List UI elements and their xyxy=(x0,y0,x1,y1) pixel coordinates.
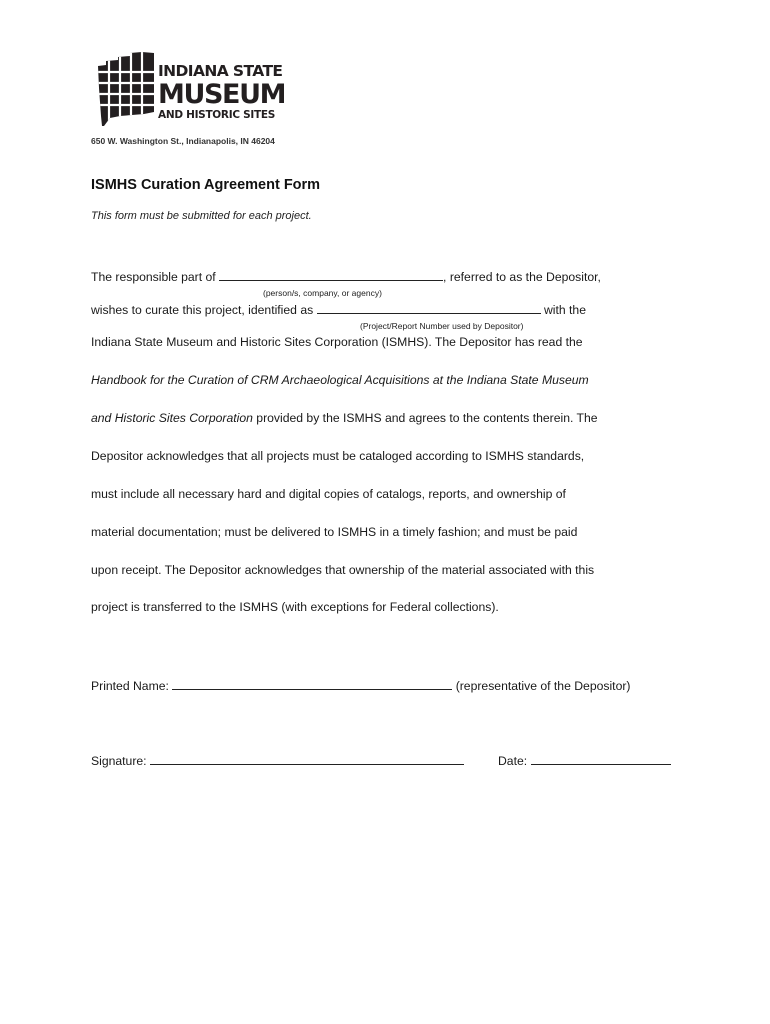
body-line-7: upon receipt. The Depositor acknowledges that ownership of the material associated with this xyxy=(91,563,595,577)
responsible-caption: (person/s, company, or agency) xyxy=(263,288,382,298)
curate-project-line xyxy=(91,301,586,317)
responsible-party-line xyxy=(91,268,601,284)
signature-label: Signature: xyxy=(91,754,147,768)
form-subtitle: This form must be submitted for each project. xyxy=(91,210,312,222)
body-line-6: material documentation; must be delivered to ISMHS in a timely fashion; and must be paid xyxy=(91,525,578,539)
body-line-3-rest: provided by the ISMHS and agrees to the contents therein. The xyxy=(252,411,598,425)
handbook-title-end: and Historic Sites Corporation xyxy=(91,411,253,425)
logo-wordmark xyxy=(158,64,285,120)
curate-prefix: wishes to curate this project, identified as xyxy=(91,303,314,317)
printed-name-line xyxy=(91,677,630,693)
printed-name-suffix: (representative of the Depositor) xyxy=(455,679,631,693)
body-line-4: Depositor acknowledges that all projects must be cataloged according to ISMHS standards, xyxy=(91,449,585,463)
logo-line-2: MUSEUM xyxy=(158,78,286,110)
depositor-name-field[interactable] xyxy=(219,268,443,281)
date-field[interactable] xyxy=(531,752,671,765)
logo-line-3: AND HISTORIC SITES xyxy=(158,108,275,121)
signature-line xyxy=(91,752,464,768)
date-line xyxy=(498,752,671,768)
museum-grid-logo-icon xyxy=(96,52,156,128)
printed-name-field[interactable] xyxy=(172,677,452,690)
curate-suffix: with the xyxy=(543,303,586,317)
project-number-field[interactable] xyxy=(317,301,541,314)
body-line-1: Indiana State Museum and Historic Sites Corporation (ISMHS). The Depositor has read the xyxy=(91,335,583,349)
body-line-3 xyxy=(91,411,598,425)
body-line-8: project is transferred to the ISMHS (with exceptions for Federal collections). xyxy=(91,600,499,614)
museum-logo xyxy=(96,50,296,130)
logo-line-1: INDIANA STATE xyxy=(158,62,283,80)
date-label: Date: xyxy=(498,754,528,768)
signature-field[interactable] xyxy=(150,752,464,765)
responsible-suffix: , referred to as the Depositor, xyxy=(443,270,601,284)
responsible-prefix: The responsible part of xyxy=(91,270,216,284)
curate-caption: (Project/Report Number used by Depositor) xyxy=(360,321,524,331)
form-title: ISMHS Curation Agreement Form xyxy=(91,177,321,193)
museum-address: 650 W. Washington St., Indianapolis, IN 46204 xyxy=(91,136,275,146)
printed-name-label: Printed Name: xyxy=(91,679,169,693)
body-line-5: must include all necessary hard and digital copies of catalogs, reports, and ownership of xyxy=(91,487,566,501)
body-line-2: Handbook for the Curation of CRM Archaeological Acquisitions at the Indiana State Museum xyxy=(91,373,589,387)
